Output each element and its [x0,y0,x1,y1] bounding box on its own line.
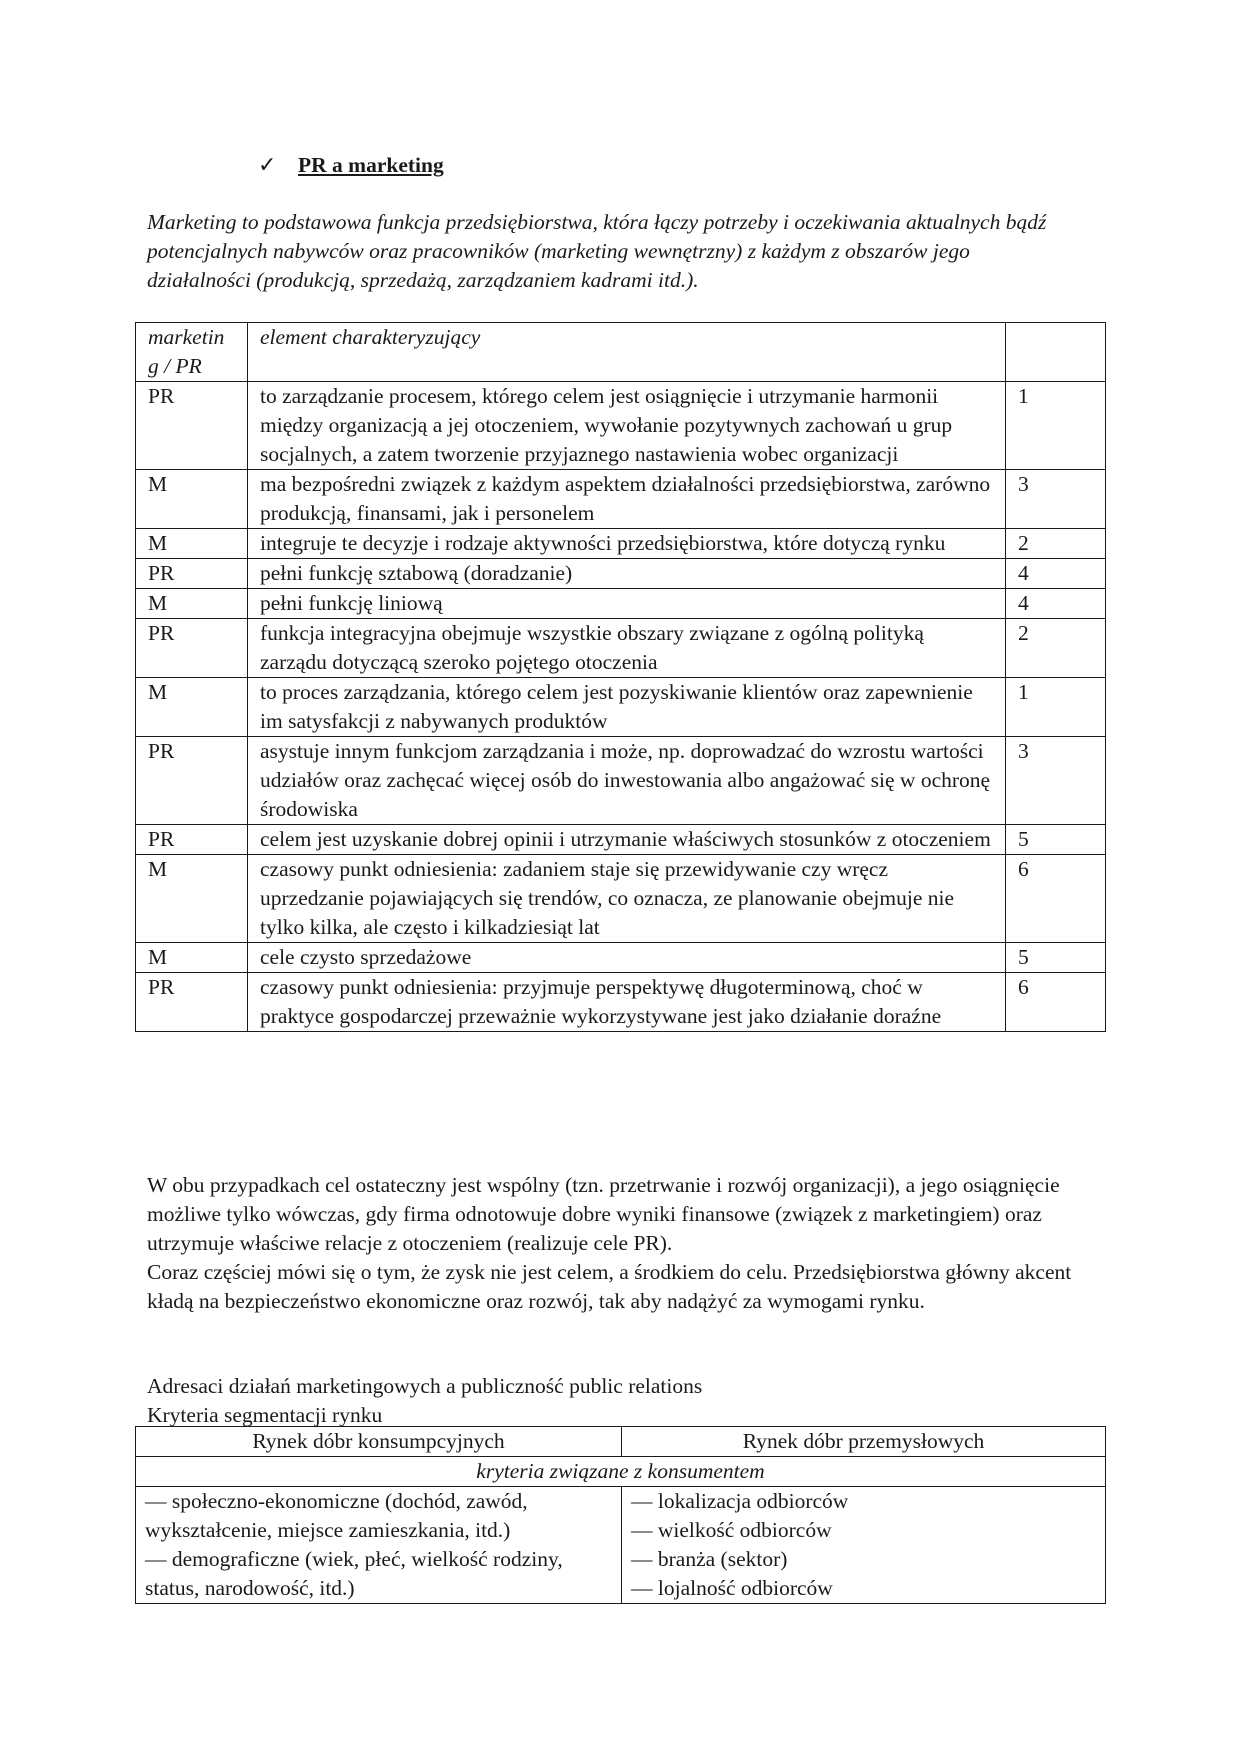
list-item: — wielkość odbiorców [631,1518,832,1542]
row-number: 1 [1006,382,1106,470]
list-item: — branża (sektor) [631,1547,788,1571]
row-type: PR [136,825,248,855]
row-text: czasowy punkt odniesienia: zadaniem staje się przewidywanie czy wręcz uprzedzanie pojawiających się trendów, co oznacza, ze planowanie obejmuje nie tylko kilka, ale często i kilkadziesiąt lat [248,855,1006,943]
section-heading [258,150,444,180]
comparison-table [135,322,1106,1032]
table-row [136,855,1106,943]
header-number [1006,323,1106,382]
row-number: 5 [1006,943,1106,973]
row-number: 4 [1006,589,1106,619]
row-number: 3 [1006,470,1106,529]
list-item: — demograficzne (wiek, płeć, wielkość rodziny, status, narodowość, itd.) [145,1547,563,1600]
row-text: pełni funkcję sztabową (doradzanie) [248,559,1006,589]
row-number: 1 [1006,678,1106,737]
criteria-row [136,1457,1106,1487]
intro-paragraph: Marketing to podstawowa funkcja przedsiębiorstwa, która łączy potrzeby i oczekiwania aktualnych bądź potencjalnych nabywców oraz pracowników (marketing wewnętrzny) z każdym z obszarów jego działalności (produkcją, sprzedażą, zarządzaniem kadrami itd.). [147,210,1047,292]
row-text: asystuje innym funkcjom zarządzania i może, np. doprowadzać do wzrostu wartości udziałów oraz zachęcać więcej osób do inwestowania albo angażować się w ochronę środowiska [248,737,1006,825]
row-type: PR [136,973,248,1032]
checkmark-icon: ✓ [258,152,277,178]
industrial-criteria-cell [622,1487,1106,1604]
consumer-criteria-label: kryteria związane z konsumentem [136,1457,1106,1487]
list-item: — lojalność odbiorców [631,1576,833,1600]
row-number: 5 [1006,825,1106,855]
table-row [136,589,1106,619]
row-type: PR [136,559,248,589]
row-text: integruje te decyzje i rodzaje aktywności przedsiębiorstwa, które dotyczą rynku [248,529,1006,559]
consumer-market-header: Rynek dóbr konsumpcyjnych [136,1427,622,1457]
table-row [136,943,1106,973]
row-number: 2 [1006,529,1106,559]
table-row [136,470,1106,529]
table-row [136,973,1106,1032]
row-type: M [136,529,248,559]
consumer-criteria-cell [136,1487,622,1604]
adresaci-line: Adresaci działań marketingowych a publiczność public relations [147,1374,703,1398]
table-row [136,382,1106,470]
row-type: PR [136,382,248,470]
row-number: 6 [1006,855,1106,943]
segmentation-table [135,1426,1106,1604]
criteria-caption: Kryteria segmentacji rynku [147,1403,383,1427]
row-type: M [136,943,248,973]
summary-paragraph-2: Coraz częściej mówi się o tym, że zysk nie jest celem, a środkiem do celu. Przedsiębiorstwa główny akcent kładą na bezpieczeństwo ekonomiczne oraz rozwój, tak aby nadążyć za wymogami rynku. [147,1260,1072,1313]
industrial-market-header: Rynek dóbr przemysłowych [622,1427,1106,1457]
row-number: 2 [1006,619,1106,678]
table-row [136,737,1106,825]
row-text: cele czysto sprzedażowe [248,943,1006,973]
table-row [136,529,1106,559]
row-type: M [136,470,248,529]
summary-paragraph [147,1171,1097,1316]
row-text: pełni funkcję liniową [248,589,1006,619]
list-item: — lokalizacja odbiorców [631,1489,849,1513]
row-type: PR [136,737,248,825]
row-number: 4 [1006,559,1106,589]
row-text: czasowy punkt odniesienia: przyjmuje perspektywę długoterminową, choć w praktyce gospodarczej przeważnie wykorzystywane jest jako działanie doraźne [248,973,1006,1032]
segmentation-header-row [136,1427,1106,1457]
table-row [136,619,1106,678]
row-type: M [136,678,248,737]
segmentation-intro [147,1372,1097,1430]
row-number: 3 [1006,737,1106,825]
row-type: PR [136,619,248,678]
row-text: to zarządzanie procesem, którego celem jest osiągnięcie i utrzymanie harmonii między organizacją a jej otoczeniem, wywołanie pozytywnych zachowań u grup socjalnych, a zatem tworzenie przyjaznego nastawienia wobec organizacji [248,382,1006,470]
row-number: 6 [1006,973,1106,1032]
table-row [136,678,1106,737]
section-title: PR a marketing [298,152,444,177]
table-header-row [136,323,1106,382]
row-text: ma bezpośredni związek z każdym aspektem działalności przedsiębiorstwa, zarówno produkcją, finansami, jak i personelem [248,470,1006,529]
header-type: marketin g / PR [136,323,248,382]
summary-paragraph-1: W obu przypadkach cel ostateczny jest wspólny (tzn. przetrwanie i rozwój organizacji), a jego osiągnięcie możliwe tylko wówczas, gdy firma odnotowuje dobre wyniki finansowe (związek z marketingiem) oraz utrzymuje właściwe relacje z otoczeniem (realizuje cele PR). [147,1173,1060,1255]
header-element: element charakteryzujący [248,323,1006,382]
row-type: M [136,855,248,943]
table-row [136,559,1106,589]
row-text: celem jest uzyskanie dobrej opinii i utrzymanie właściwych stosunków z otoczeniem [248,825,1006,855]
row-text: to proces zarządzania, którego celem jest pozyskiwanie klientów oraz zapewnienie im satysfakcji z nabywanych produktów [248,678,1006,737]
segmentation-content-row [136,1487,1106,1604]
row-text: funkcja integracyjna obejmuje wszystkie obszary związane z ogólną polityką zarządu dotyczącą szeroko pojętego otoczenia [248,619,1006,678]
row-type: M [136,589,248,619]
list-item: — społeczno-ekonomiczne (dochód, zawód, wykształcenie, miejsce zamieszkania, itd.) [145,1489,528,1542]
table-row [136,825,1106,855]
